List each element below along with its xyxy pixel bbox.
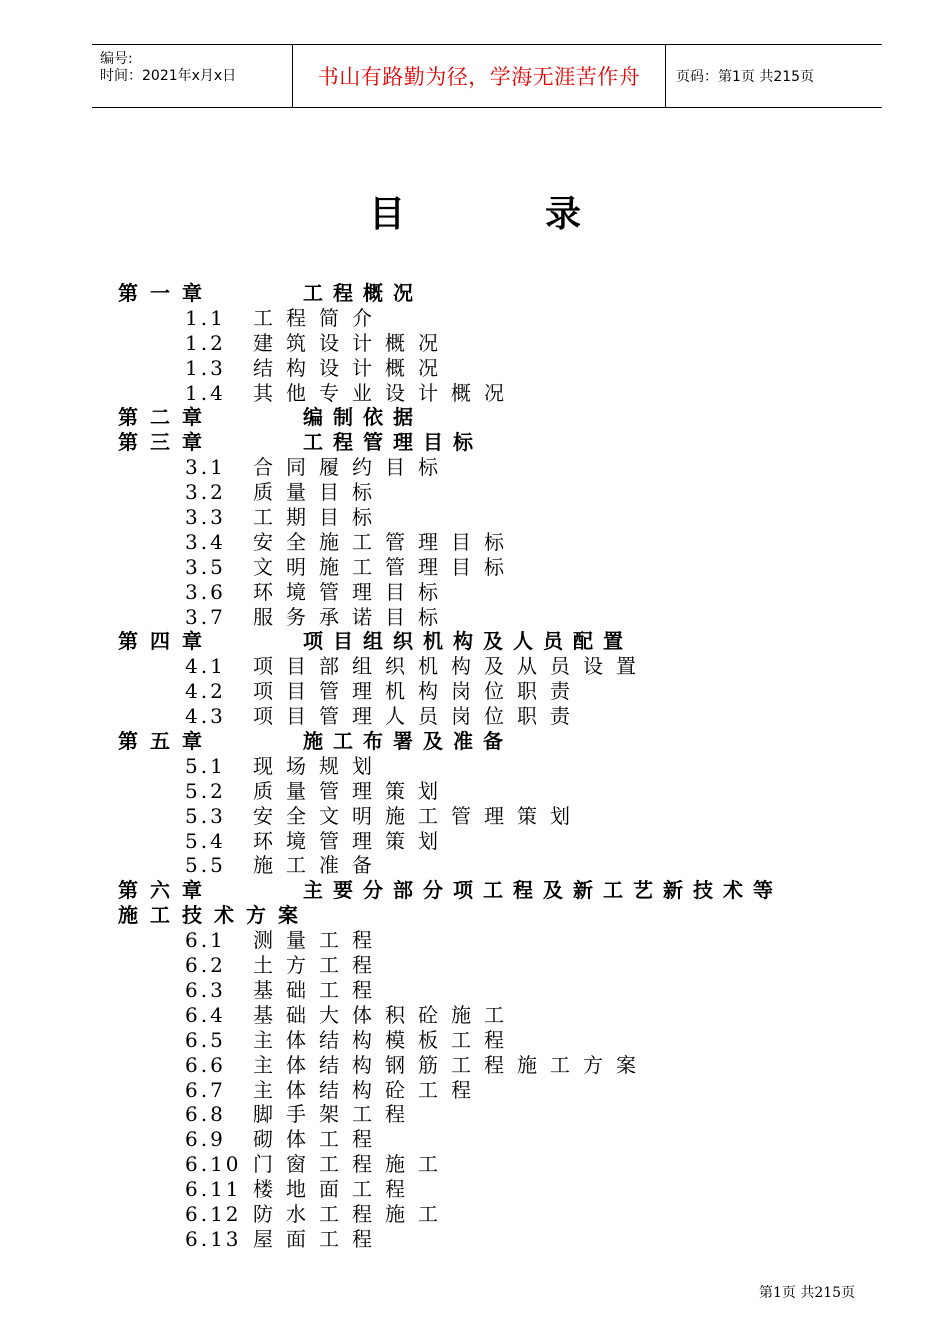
toc-section-number: 3.5 (185, 554, 226, 579)
toc-chapter-row (118, 430, 858, 455)
toc-section-row (118, 953, 858, 978)
toc-section-row (118, 356, 858, 381)
toc-section-title: 环境管理策划 (253, 828, 451, 853)
toc-section-number: 3.4 (185, 529, 226, 554)
toc-section-number: 5.3 (185, 803, 226, 828)
toc-section-number: 6.2 (185, 953, 226, 978)
toc-section-row (118, 829, 858, 854)
toc-section-row (118, 555, 858, 580)
toc-section-title: 环境管理目标 (253, 579, 451, 604)
toc-section-title: 服务承诺目标 (253, 604, 451, 629)
toc-section-number: 3.6 (185, 579, 226, 604)
toc-section-title: 防水工程施工 (253, 1201, 451, 1226)
toc-section-title: 结构设计概况 (253, 355, 451, 380)
toc-section-row (118, 679, 858, 704)
toc-section-title: 质量目标 (253, 480, 385, 505)
toc-chapter-number: 第二章 (118, 405, 214, 430)
toc-section-title: 楼地面工程 (253, 1177, 418, 1202)
toc-chapter-row (118, 629, 858, 654)
toc-section-title: 项目管理机构岗位职责 (253, 679, 583, 704)
toc-section-number: 4.3 (185, 704, 226, 729)
toc-section-title: 项目管理人员岗位职责 (253, 704, 583, 729)
toc-section-number: 6.13 (185, 1226, 242, 1251)
toc-section-row (118, 306, 858, 331)
toc-section-title: 主体结构钢筋工程施工方案 (253, 1052, 649, 1077)
toc-section-number: 1.4 (185, 380, 226, 405)
toc-section-number: 6.1 (185, 928, 226, 953)
toc-section-title: 安全文明施工管理策划 (253, 803, 583, 828)
page-footer: 第1页 共215页 (759, 1285, 856, 1301)
toc-chapter-row-continued (118, 903, 858, 928)
toc-section-number: 5.4 (185, 828, 226, 853)
table-of-contents (118, 281, 858, 1252)
toc-section-row (118, 1102, 858, 1127)
toc-section-number: 6.12 (185, 1201, 242, 1226)
toc-section-title: 砌体工程 (253, 1127, 385, 1152)
toc-section-title: 现场规划 (253, 753, 385, 778)
toc-section-number: 5.5 (185, 853, 226, 878)
toc-section-row (118, 1127, 858, 1152)
toc-section-title: 项目部组织机构及从员设置 (253, 654, 649, 679)
toc-section-number: 6.10 (185, 1152, 242, 1177)
toc-section-number: 6.11 (185, 1177, 242, 1202)
toc-chapter-row (118, 729, 858, 754)
toc-chapter-row (118, 878, 858, 903)
toc-section-title: 土方工程 (253, 953, 385, 978)
toc-section-row (118, 654, 858, 679)
toc-section-number: 3.1 (185, 455, 226, 480)
toc-section-row (118, 978, 858, 1003)
toc-section-row (118, 779, 858, 804)
number-label: 编号: (100, 51, 133, 67)
toc-section-number: 4.1 (185, 654, 226, 679)
toc-section-row (118, 480, 858, 505)
toc-section-title: 基础大体积砼施工 (253, 1002, 517, 1027)
toc-section-title: 文明施工管理目标 (253, 554, 517, 579)
toc-section-row (118, 381, 858, 406)
toc-section-number: 5.1 (185, 753, 226, 778)
toc-section-number: 6.3 (185, 977, 226, 1002)
toc-chapter-title: 主要分部分项工程及新工艺新技术等 (303, 878, 783, 903)
toc-section-title: 测量工程 (253, 928, 385, 953)
document-title: 目录 (368, 194, 721, 235)
toc-section-title: 工程简介 (253, 305, 385, 330)
toc-section-row (118, 530, 858, 555)
toc-section-title: 主体结构模板工程 (253, 1027, 517, 1052)
toc-chapter-number: 第六章 (118, 878, 214, 903)
toc-section-row (118, 1152, 858, 1177)
toc-chapter-title-continued: 施工技术方案 (118, 903, 310, 928)
toc-section-number: 5.2 (185, 778, 226, 803)
toc-section-row (118, 704, 858, 729)
toc-section-title: 屋面工程 (253, 1226, 385, 1251)
toc-chapter-title: 编制依据 (303, 405, 423, 430)
toc-section-title: 质量管理策划 (253, 778, 451, 803)
toc-section-row (118, 928, 858, 953)
toc-chapter-title: 工程概况 (303, 281, 423, 305)
header-motto: 书山有路勤为径，学海无涯苦作舟 (293, 45, 666, 107)
toc-section-number: 3.3 (185, 505, 226, 530)
toc-section-number: 6.7 (185, 1077, 226, 1102)
toc-section-row (118, 754, 858, 779)
toc-section-title: 建筑设计概况 (253, 330, 451, 355)
toc-chapter-title: 项目组织机构及人员配置 (303, 629, 633, 654)
toc-section-number: 6.5 (185, 1027, 226, 1052)
toc-chapter-number: 第一章 (118, 281, 214, 305)
toc-section-row (118, 455, 858, 480)
header-page-label: 页码：第1页 共215页 (676, 69, 815, 85)
toc-chapter-number: 第五章 (118, 729, 214, 754)
toc-section-title: 工期目标 (253, 505, 385, 530)
toc-section-row (118, 580, 858, 605)
toc-section-row (118, 1078, 858, 1103)
toc-section-row (118, 1028, 858, 1053)
toc-chapter-number: 第三章 (118, 430, 214, 455)
toc-chapter-number: 第四章 (118, 629, 214, 654)
toc-section-title: 脚手架工程 (253, 1102, 418, 1127)
toc-section-title: 主体结构砼工程 (253, 1077, 484, 1102)
toc-section-number: 3.7 (185, 604, 226, 629)
toc-chapter-row (118, 281, 858, 306)
toc-section-number: 4.2 (185, 679, 226, 704)
toc-section-title: 基础工程 (253, 977, 385, 1002)
toc-section-row (118, 331, 858, 356)
toc-section-row (118, 605, 858, 630)
toc-section-row (118, 1227, 858, 1252)
toc-section-title: 施工准备 (253, 853, 385, 878)
toc-section-title: 合同履约目标 (253, 455, 451, 480)
toc-section-number: 1.1 (185, 305, 226, 330)
toc-section-row (118, 1003, 858, 1028)
toc-section-number: 6.9 (185, 1127, 226, 1152)
toc-section-number: 1.2 (185, 330, 226, 355)
toc-section-number: 6.8 (185, 1102, 226, 1127)
toc-section-title: 安全施工管理目标 (253, 529, 517, 554)
toc-section-row (118, 853, 858, 878)
toc-section-row (118, 1177, 858, 1202)
toc-chapter-title: 工程管理目标 (303, 430, 483, 455)
toc-section-row (118, 1053, 858, 1078)
toc-section-number: 6.6 (185, 1052, 226, 1077)
toc-section-title: 其他专业设计概况 (253, 380, 517, 405)
date-label: 时间：2021年x月x日 (100, 68, 237, 84)
toc-section-row (118, 804, 858, 829)
toc-section-number: 1.3 (185, 355, 226, 380)
toc-section-row (118, 1202, 858, 1227)
toc-chapter-title: 施工布署及准备 (303, 729, 513, 754)
page-header (92, 44, 882, 108)
header-meta (92, 45, 293, 107)
toc-section-number: 6.4 (185, 1002, 226, 1027)
toc-section-title: 门窗工程施工 (253, 1152, 451, 1177)
toc-chapter-row (118, 405, 858, 430)
toc-section-number: 3.2 (185, 480, 226, 505)
toc-section-row (118, 505, 858, 530)
